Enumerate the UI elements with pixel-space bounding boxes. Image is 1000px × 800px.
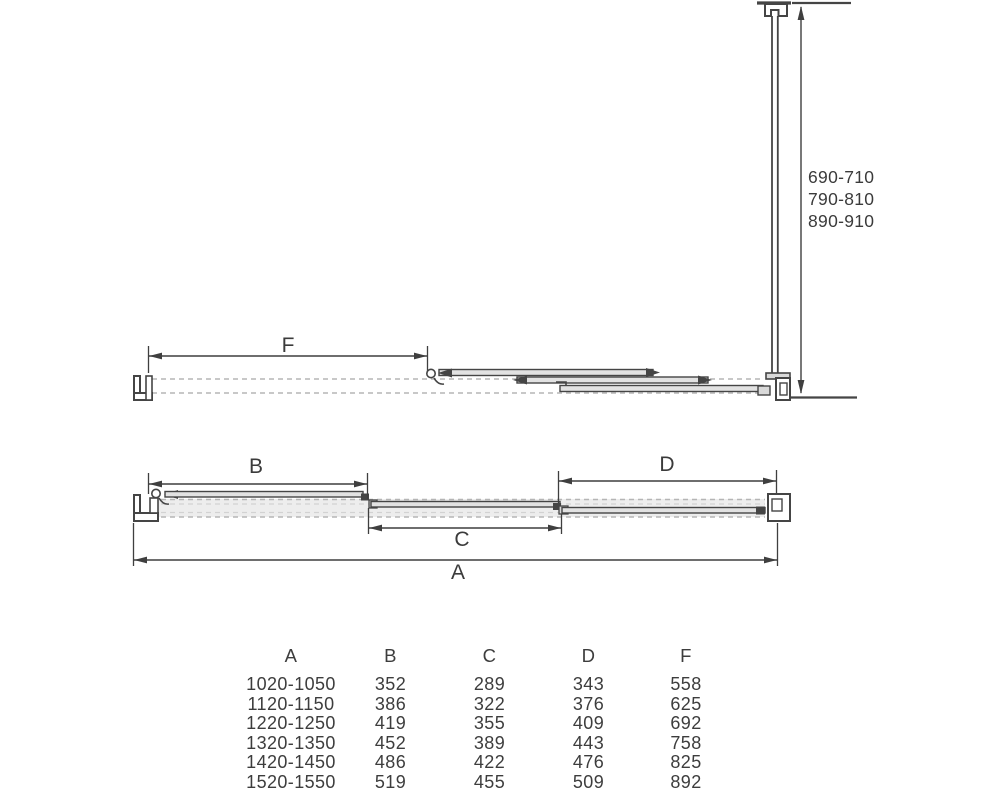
table-cell: 486	[374, 752, 407, 772]
height-dimension	[787, 3, 874, 398]
table-cell: 376	[572, 693, 605, 714]
table-cell: 476	[572, 752, 605, 772]
knob-circle	[152, 489, 160, 497]
dim-c-label: C	[454, 528, 470, 551]
table-cell: 692	[670, 713, 702, 733]
top-view-closed	[134, 453, 791, 584]
arrowhead-right	[763, 478, 776, 485]
panel-middle-glass	[517, 377, 708, 383]
table-cell: 1020-1050	[246, 674, 336, 694]
table-cell: 355	[473, 713, 506, 733]
table-row	[230, 714, 752, 734]
dim-d-label: D	[659, 453, 675, 476]
table-cell: 1120-1150	[247, 693, 335, 714]
table-cell: 509	[572, 771, 605, 792]
arrowhead-left	[149, 353, 162, 360]
arrowhead-down	[798, 380, 805, 394]
wall-profile-left-lip	[150, 498, 158, 513]
arrowhead-right	[764, 557, 777, 564]
support-bar-assembly	[757, 3, 791, 376]
table-row	[230, 734, 752, 754]
wall-profile-left	[134, 376, 152, 400]
ceiling-bracket	[765, 4, 787, 16]
arrowhead-up	[798, 6, 805, 20]
top-view-open	[134, 334, 790, 400]
table-cell: 825	[670, 752, 702, 772]
profile-hollow	[780, 383, 787, 395]
table-cell: 386	[374, 693, 407, 714]
table-header-f: F	[680, 645, 692, 666]
wall-profile-right	[758, 373, 790, 400]
height-range-label: 790-810	[808, 189, 875, 209]
size-table	[230, 646, 752, 792]
table-cell: 352	[374, 674, 407, 694]
door-panel-back	[559, 506, 765, 515]
dim-b-label: B	[248, 455, 264, 478]
table-cell: 1220-1250	[246, 713, 336, 733]
table-cell: 443	[572, 732, 605, 753]
panel-end-cap	[758, 386, 770, 395]
table-cell: 322	[473, 693, 506, 714]
arrowhead-left	[134, 557, 147, 564]
dim-a-label: A	[450, 561, 466, 584]
height-range-label: 890-910	[808, 211, 875, 231]
table-cell: 455	[473, 771, 506, 792]
table-cell: 452	[374, 732, 407, 753]
panel-back-glass	[560, 386, 763, 392]
arrowhead-left	[369, 525, 382, 532]
knob-circle	[427, 369, 435, 377]
panel-front-glass	[165, 492, 363, 498]
dim-f-label: F	[281, 334, 295, 357]
table-cell: 558	[670, 674, 702, 694]
panel-front-glass	[439, 370, 653, 376]
dimension-d	[559, 453, 777, 503]
table-cell: 409	[572, 713, 605, 733]
table-row	[230, 675, 752, 695]
table-cell: 389	[473, 732, 506, 753]
table-cell: 419	[374, 713, 407, 733]
arrowhead-left	[149, 481, 162, 488]
table-cell: 758	[670, 732, 702, 753]
wall-profile-left-lip	[146, 376, 152, 400]
table-header-b: B	[384, 645, 397, 666]
height-range-label: 690-710	[808, 167, 875, 187]
profile-hollow	[772, 499, 782, 511]
wall-profile-right	[768, 494, 790, 521]
door-panel-front	[438, 368, 660, 378]
table-cell: 519	[374, 771, 407, 792]
panel-back-glass	[562, 508, 765, 514]
arrowhead-right	[548, 525, 561, 532]
size-table-header-row	[230, 646, 752, 666]
panel-middle-glass	[371, 502, 560, 508]
wall-profile-left	[134, 495, 158, 521]
table-cell: 892	[670, 771, 702, 792]
wall-profile-left-flange	[134, 513, 158, 521]
arrowhead-left	[559, 478, 572, 485]
table-header-c: C	[482, 645, 497, 666]
arrowhead-right	[354, 481, 367, 488]
table-cell: 1320-1350	[246, 732, 336, 753]
table-cell: 343	[572, 674, 605, 694]
door-panel-middle	[513, 376, 712, 385]
dimension-f	[149, 334, 428, 373]
table-cell: 1520-1550	[246, 771, 336, 792]
table-cell: 422	[473, 752, 506, 772]
table-header-d: D	[581, 645, 596, 666]
table-cell: 1420-1450	[246, 752, 336, 772]
table-header-a: A	[284, 645, 298, 666]
table-row	[230, 753, 752, 773]
panel-back-end-cap	[756, 507, 765, 515]
table-cell: 289	[473, 674, 506, 694]
table-row	[230, 695, 752, 715]
table-cell: 625	[670, 693, 702, 714]
table-row	[230, 773, 752, 793]
arrowhead-right	[414, 353, 427, 360]
